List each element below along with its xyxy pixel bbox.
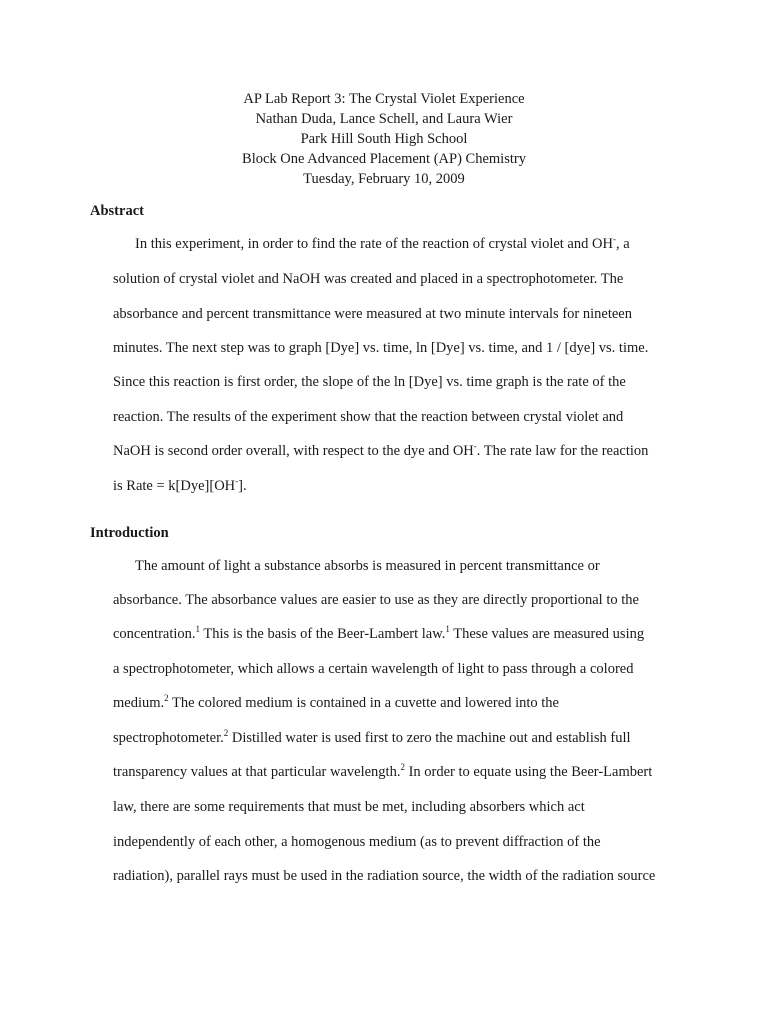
abstract-line: is Rate = k[Dye][OH-]. [113,476,247,494]
title-block [0,89,768,189]
superscript-minus: - [473,441,477,451]
introduction-line: independently of each other, a homogenous medium (as to prevent diffraction of the [113,834,601,850]
abstract-line: absorbance and percent transmittance were measured at two minute intervals for nineteen [113,306,632,322]
course-name: Block One Advanced Placement (AP) Chemistry [242,151,526,167]
introduction-line: radiation), parallel rays must be used in the radiation source, the width of the radiation source [113,868,656,884]
abstract-line: NaOH is second order overall, with respect to the dye and OH-. The rate law for the reaction [113,441,649,459]
citation-ref: 2 [164,693,169,703]
abstract-line: In this experiment, in order to find the rate of the reaction of crystal violet and OH-, a [135,234,630,252]
citation-ref: 2 [400,762,405,772]
superscript-minus: - [235,476,239,486]
report-title: AP Lab Report 3: The Crystal Violet Experience [243,91,525,107]
introduction-line: transparency values at that particular wavelength.$^2$ In order to equate using the Beer-Lambert [113,762,653,780]
introduction-line: absorbance. The absorbance values are easier to use as they are directly proportional to the [113,592,639,608]
introduction-heading: Introduction [90,525,169,541]
citation-ref: 1 [195,624,201,634]
abstract-line: solution of crystal violet and NaOH was created and placed in a spectrophotometer. The [113,271,624,287]
introduction-line: concentration.$^1$ This is the basis of the Beer-Lambert law.$^1$ These values are measured using [113,624,645,642]
abstract-heading: Abstract [90,203,144,219]
superscript-minus: - [612,234,616,244]
introduction-line: medium.$^2$ The colored medium is contained in a cuvette and lowered into the [113,693,559,711]
citation-ref: 2 [223,728,229,738]
report-date: Tuesday, February 10, 2009 [303,171,465,187]
abstract-line: minutes. The next step was to graph [Dye] vs. time, ln [Dye] vs. time, and 1 / [dye] vs. time. [113,340,649,356]
introduction-line: law, there are some requirements that must be met, including absorbers which act [113,799,585,815]
abstract-line: reaction. The results of the experiment show that the reaction between crystal violet and [113,409,624,425]
introduction-line: a spectrophotometer, which allows a certain wavelength of light to pass through a colored [113,661,634,677]
introduction-line: spectrophotometer.$^2$ Distilled water is used first to zero the machine out and establish full [113,728,631,746]
abstract-line: Since this reaction is first order, the slope of the ln [Dye] vs. time graph is the rate of the [113,374,626,390]
introduction-line: The amount of light a substance absorbs is measured in percent transmittance or [135,558,600,574]
school-name: Park Hill South High School [300,131,468,147]
authors: Nathan Duda, Lance Schell, and Laura Wier [255,111,513,127]
citation-ref: 1 [445,624,450,634]
